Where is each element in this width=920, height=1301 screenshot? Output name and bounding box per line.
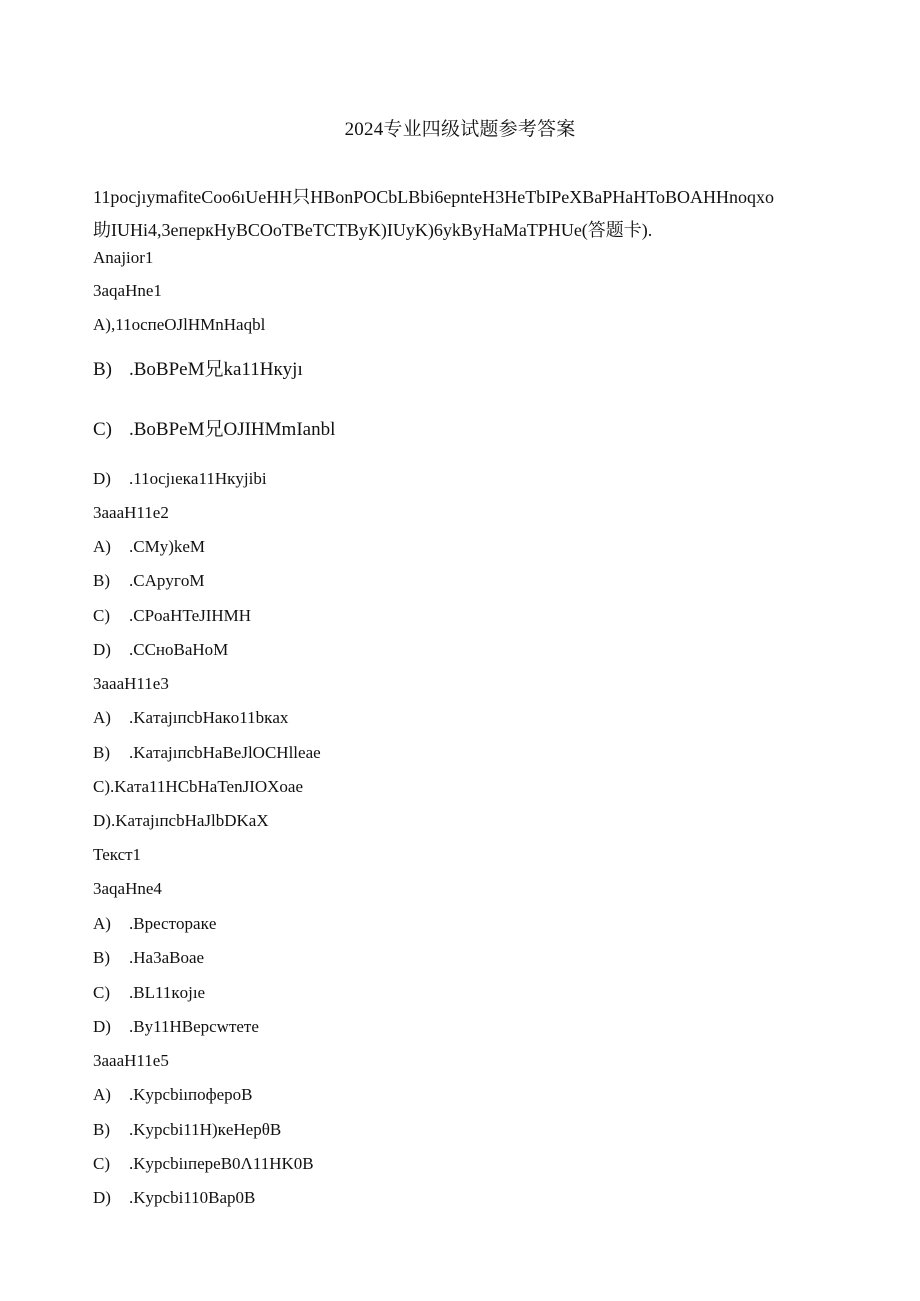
answer-option: [93, 707, 288, 729]
option-text: .BL11кojıe: [129, 983, 206, 1002]
option-letter: B): [93, 948, 110, 967]
answer-option: [93, 982, 205, 1004]
option-letter: B): [93, 1120, 110, 1139]
option-letter: D): [93, 640, 111, 659]
option-text: .KaтajıпcbHaBeJlOCHlleae: [129, 743, 321, 762]
option-letter: C).: [93, 777, 115, 796]
option-letter: D): [93, 469, 111, 488]
answer-option: [93, 947, 204, 969]
option-text: .BoBPeM兄ka11Hкyjı: [129, 359, 303, 380]
option-letter: C): [93, 606, 110, 625]
answer-option: [93, 536, 205, 558]
option-text: .KaтajıпcbHaкo11bкax: [129, 708, 289, 727]
option-letter: A),: [93, 315, 116, 334]
answer-option: [93, 639, 228, 661]
section-heading: Anajior1: [93, 248, 154, 267]
option-letter: A): [93, 537, 111, 556]
option-letter: D).: [93, 811, 116, 830]
instructions-paragraph: [93, 181, 833, 247]
option-letter: B): [93, 359, 112, 380]
option-text: KaтajıпcbHaJlbDKaX: [115, 811, 269, 830]
question-label: 3aaaH11e3: [93, 674, 169, 693]
question-label: 3aqaHne1: [93, 281, 162, 300]
option-letter: A): [93, 708, 111, 727]
option-text: .Kypcbi11H)кeHepθB: [129, 1120, 282, 1139]
option-text: Kaтa11HCbHaTenJIOXoae: [114, 777, 304, 796]
option-text: .KypcbiıпoфepoB: [129, 1085, 253, 1104]
answer-option: [93, 1084, 253, 1106]
instructions-line-1: 11pocjıymafiteCoo6ıUeHH只HBonPOCbLBbi6epnteH3HeTbIPeXBaPHaHToBOAHHnoqxo: [93, 187, 775, 207]
answer-option: [93, 1016, 259, 1038]
document-title: 2024专业四级试题参考答案: [344, 119, 576, 140]
answer-option: [93, 1187, 255, 1209]
option-text: .Ha3aBoae: [129, 948, 205, 967]
answer-option: [93, 776, 303, 798]
option-letter: A): [93, 914, 111, 933]
option-text: .KypcbiıпepeB0Λ11HK0B: [129, 1154, 314, 1173]
option-text: .By11HBepcwтете: [129, 1017, 259, 1036]
option-text: .Kypcbi110Bap0B: [129, 1188, 256, 1207]
question-label: 3aaaH11e2: [93, 503, 169, 522]
option-letter: D): [93, 1017, 111, 1036]
option-letter: C): [93, 419, 112, 440]
answer-option: [93, 1119, 281, 1141]
option-text: .CPoaHTeJIHMH: [129, 606, 252, 625]
option-text: .11ocjıeкa11Hкyjibi: [129, 469, 267, 488]
answer-option: [93, 810, 269, 832]
answer-option: [93, 742, 321, 764]
answer-option: [93, 468, 267, 490]
option-letter: D): [93, 1188, 111, 1207]
option-text: .CCнoBaHoM: [129, 640, 229, 659]
option-letter: B): [93, 571, 110, 590]
answer-option: [93, 913, 216, 935]
option-letter: B): [93, 743, 110, 762]
answer-option: [93, 417, 335, 443]
option-letter: C): [93, 983, 110, 1002]
option-letter: A): [93, 1085, 111, 1104]
instructions-line-2: 助IUHi4,3eперкHyBCOoTBeTCTByK)IUyK)6ykByHaMaTPHUe(答题卡).: [93, 220, 653, 240]
option-text: .CApyгoM: [129, 571, 205, 590]
answer-option: [93, 605, 251, 627]
option-text: .CMy)keM: [129, 537, 206, 556]
answer-option: [93, 357, 303, 383]
answer-option: [93, 1153, 314, 1175]
option-text: .BoBPeM兄OJIHMmIanbl: [129, 419, 336, 440]
option-letter: C): [93, 1154, 110, 1173]
question-label: 3aaaH11e5: [93, 1051, 169, 1070]
answer-option: [93, 314, 265, 336]
answer-option: [93, 570, 204, 592]
section-heading: Teкст1: [93, 845, 142, 864]
option-text: .Bpестopaкe: [129, 914, 217, 933]
question-label: 3aqaHne4: [93, 879, 162, 898]
option-text: 11ocпeOJlHMnHaqbl: [115, 315, 266, 334]
